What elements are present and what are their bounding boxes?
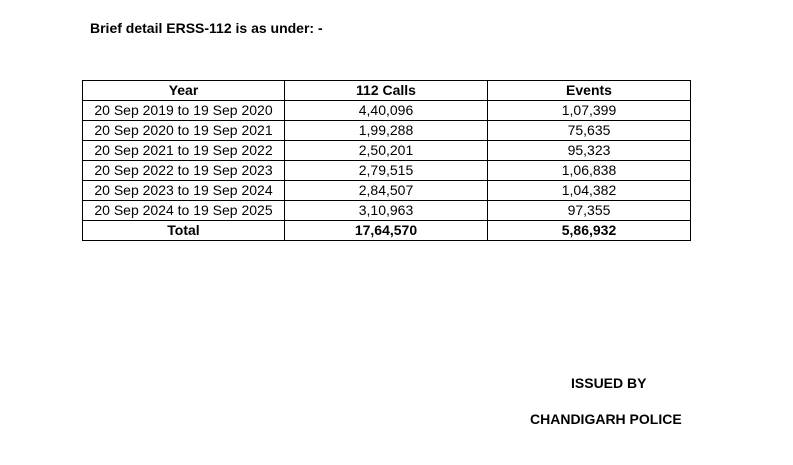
erss-summary-table (82, 80, 691, 241)
cell-year: 20 Sep 2019 to 19 Sep 2020 (83, 101, 285, 121)
table-row (83, 121, 691, 141)
table-row (83, 101, 691, 121)
header-calls: 112 Calls (285, 81, 488, 101)
table-total-row (83, 221, 691, 241)
total-events: 5,86,932 (488, 221, 691, 241)
total-label: Total (83, 221, 285, 241)
cell-calls: 4,40,096 (285, 101, 488, 121)
cell-events: 75,635 (488, 121, 691, 141)
cell-calls: 3,10,963 (285, 201, 488, 221)
page-heading: Brief detail ERSS-112 is as under: - (90, 20, 323, 36)
cell-calls: 2,79,515 (285, 161, 488, 181)
header-year: Year (83, 81, 285, 101)
cell-year: 20 Sep 2023 to 19 Sep 2024 (83, 181, 285, 201)
cell-events: 95,323 (488, 141, 691, 161)
issuer-name: CHANDIGARH POLICE (530, 411, 682, 427)
cell-year: 20 Sep 2024 to 19 Sep 2025 (83, 201, 285, 221)
table-row (83, 161, 691, 181)
table-row (83, 181, 691, 201)
cell-year: 20 Sep 2020 to 19 Sep 2021 (83, 121, 285, 141)
cell-year: 20 Sep 2021 to 19 Sep 2022 (83, 141, 285, 161)
table-row (83, 201, 691, 221)
issued-by-label: ISSUED BY (571, 375, 647, 391)
cell-calls: 2,84,507 (285, 181, 488, 201)
cell-calls: 1,99,288 (285, 121, 488, 141)
table-row (83, 141, 691, 161)
cell-year: 20 Sep 2022 to 19 Sep 2023 (83, 161, 285, 181)
total-calls: 17,64,570 (285, 221, 488, 241)
cell-events: 1,04,382 (488, 181, 691, 201)
cell-events: 1,06,838 (488, 161, 691, 181)
table-header-row (83, 81, 691, 101)
cell-calls: 2,50,201 (285, 141, 488, 161)
cell-events: 1,07,399 (488, 101, 691, 121)
cell-events: 97,355 (488, 201, 691, 221)
header-events: Events (488, 81, 691, 101)
